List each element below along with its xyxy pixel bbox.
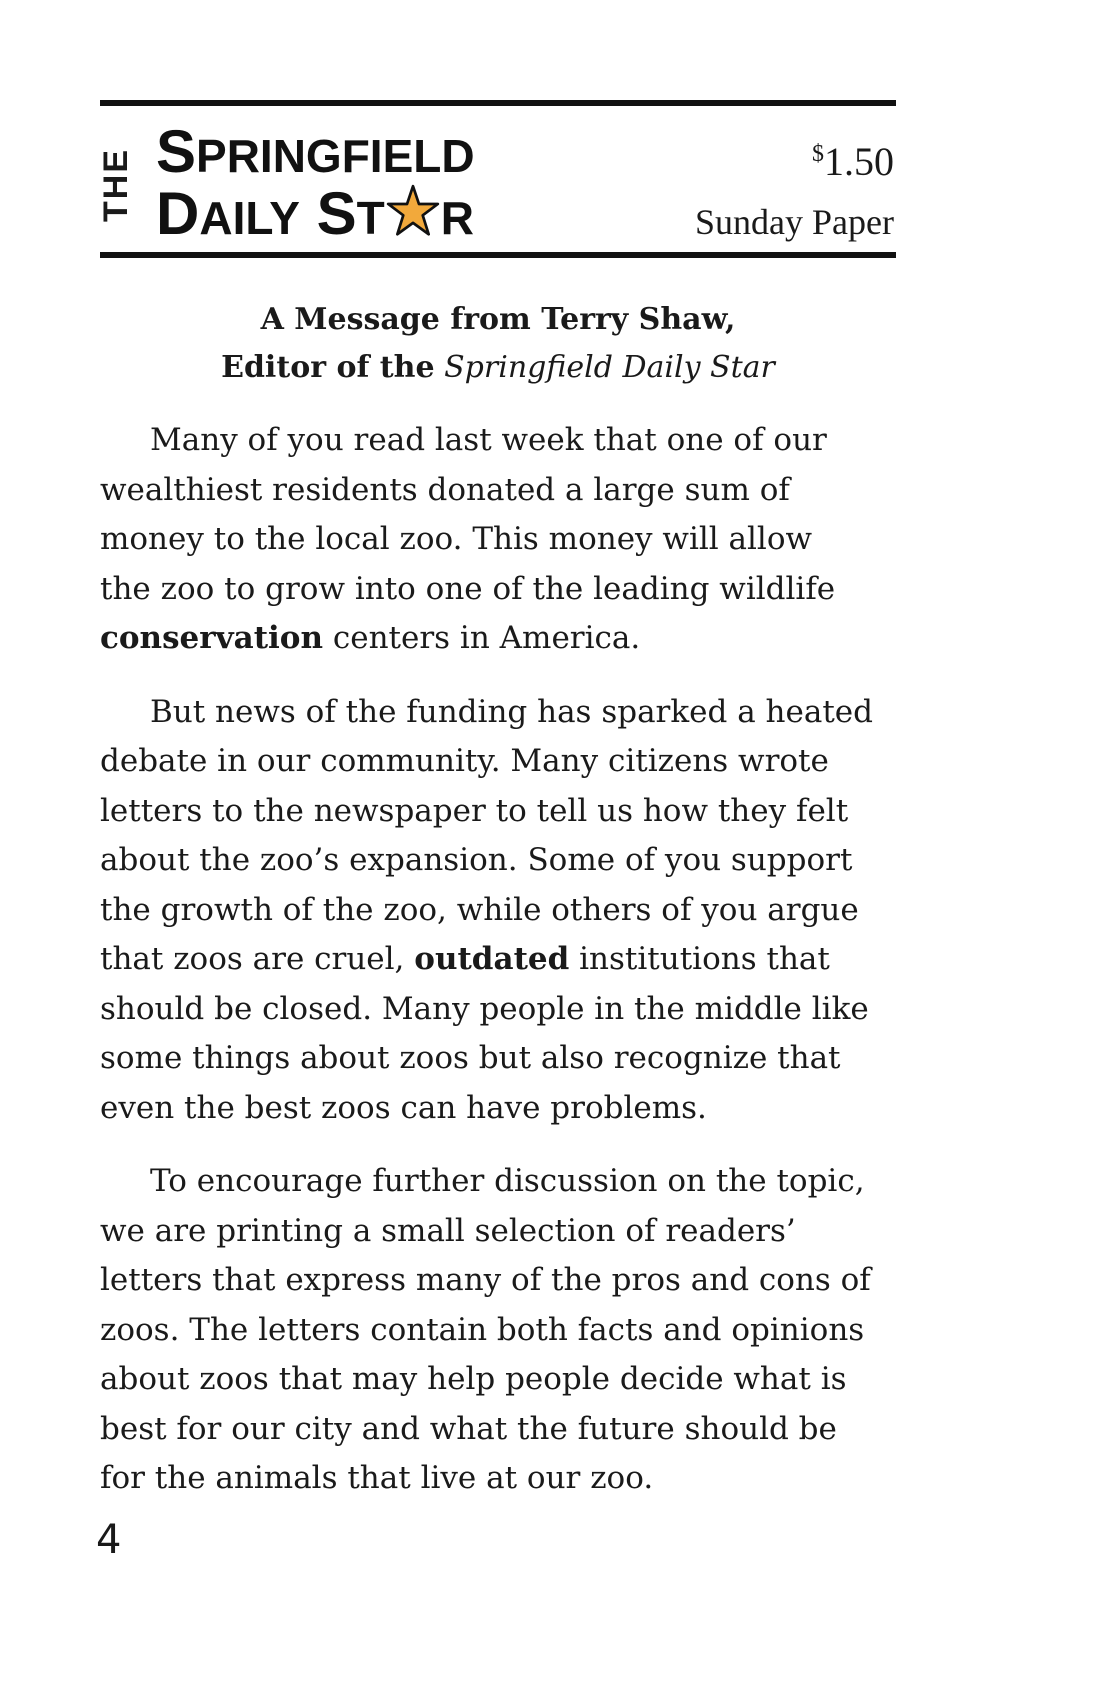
article-body (100, 416, 896, 1504)
paragraph-1 (100, 416, 896, 664)
paragraph-line: To encourage further discussion on the topic, (150, 1163, 865, 1199)
paragraph-line: Many of you read last week that one of our (150, 422, 827, 458)
paragraph-line (100, 935, 896, 985)
paragraph-line: money to the local zoo. This money will allow (100, 521, 813, 557)
name-2-rest: AILY (199, 192, 300, 244)
edition-label: Sunday Paper (695, 202, 894, 242)
vocab-word-conservation: conservation (100, 620, 324, 656)
name-1-initial: S (156, 118, 197, 185)
paragraph-line: debate in our community. Many citizens wrote (100, 743, 829, 779)
heading-line-1: A Message from Terry Shaw, (260, 302, 736, 337)
price-amount: 1.50 (824, 139, 894, 184)
paragraph-line: about zoos that may help people decide what is (100, 1361, 847, 1397)
heading-line-2 (100, 344, 896, 392)
article-heading (100, 296, 896, 392)
heading-editor-label: Editor of the (221, 350, 435, 385)
name-2-t: T (356, 192, 385, 244)
paragraph-line: zoos. The letters contain both facts and opinions (100, 1311, 865, 1348)
paragraph-line: some things about zoos but also recognize that (100, 1040, 841, 1076)
paragraph-line: best for our city and what the future should be (100, 1410, 837, 1447)
heading-paper-name: Springfield Daily Star (444, 350, 775, 385)
paragraph-line: letters to the newspaper to tell us how they felt (100, 792, 849, 829)
name-1-rest: PRINGFIELD (196, 130, 475, 182)
price-symbol: $ (812, 141, 824, 167)
paragraph-text: centers in America. (323, 620, 641, 656)
newspaper-name-line-2 (156, 182, 474, 248)
masthead-the: THE (97, 148, 135, 222)
paragraph-line: even the best zoos can have problems. (100, 1089, 707, 1126)
paragraph-text: institutions that (569, 941, 830, 977)
page-number: 4 (96, 1517, 122, 1563)
paragraph-line: letters that express many of the pros and cons of (100, 1262, 871, 1298)
masthead (97, 100, 896, 258)
newspaper-name-line-1 (156, 118, 475, 186)
page (97, 100, 896, 1528)
paragraph-line: for the animals that live at our zoo. (100, 1460, 654, 1496)
paragraph-line: the growth of the zoo, while others of you argue (100, 891, 859, 928)
vocab-word-outdated: outdated (414, 941, 570, 977)
paragraph-line: should be closed. Many people in the middle like (100, 990, 869, 1027)
name-2-r: R (440, 192, 474, 244)
paragraph-text: that zoos are cruel, (100, 941, 415, 977)
paragraph-line (100, 614, 896, 664)
name-2-initial: D (156, 180, 200, 247)
paragraph-line: But news of the funding has sparked a heated (150, 693, 873, 730)
price (812, 132, 894, 184)
star-icon (386, 182, 440, 240)
paragraph-line: wealthiest residents donated a large sum of (100, 471, 790, 508)
paragraph-line: about the zoo’s expansion. Some of you support (100, 842, 853, 878)
paragraph-3 (100, 1157, 896, 1504)
paragraph-line: we are printing a small selection of readers’ (100, 1212, 796, 1249)
paragraph-2 (100, 688, 896, 1134)
paragraph-line: the zoo to grow into one of the leading wildlife (100, 570, 836, 607)
name-2-s: S (316, 180, 357, 247)
